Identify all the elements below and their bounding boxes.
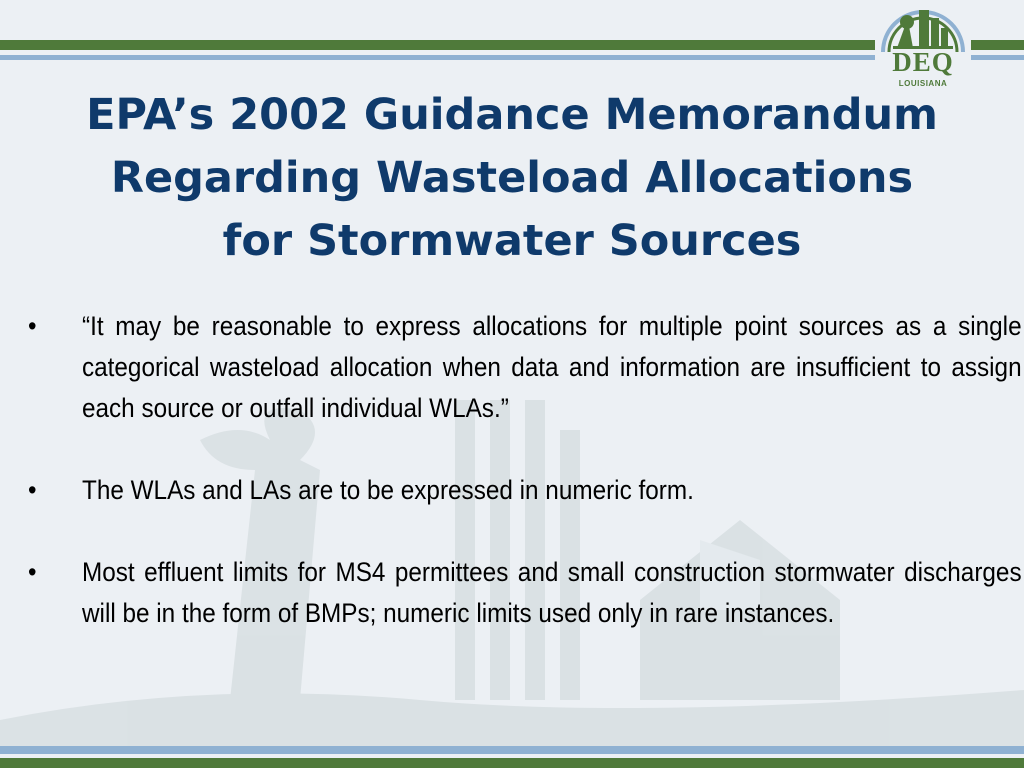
bullet-dot: • [28,557,37,587]
bullet-dot: • [28,311,37,341]
title-line-1: EPA’s 2002 Guidance Memorandum [86,90,938,140]
footer-green-stripe [0,758,1024,768]
bullet-item [28,470,1022,511]
bullet-item [28,552,1022,634]
bullet-dot: • [28,475,37,505]
title-line-3: for Stormwater Sources [222,216,802,266]
bullet-text: “It may be reasonable to express allocations for multiple point sources as a single categorical wasteload allocation when data and information are insufficient to assign each source or outfall individual WLAs.” [82,311,1022,423]
bullet-item [28,306,1022,429]
title-line-2: Regarding Wasteload Allocations [110,153,914,203]
header-green-stripe [0,40,1024,50]
deq-logo [875,0,971,92]
header-blue-stripe [0,55,1024,60]
bullet-list [28,306,1022,675]
logo-subtext: LOUISIANA [898,79,948,88]
logo-text: DEQ [892,47,954,77]
bullet-text: Most effluent limits for MS4 permittees and small construction stormwater discharges will be in the form of BMPs; numeric limits used only in rare instances. [82,557,1022,628]
bullet-text: The WLAs and LAs are to be expressed in numeric form. [82,475,694,505]
footer-blue-stripe [0,746,1024,754]
slide-title [10,84,1014,273]
